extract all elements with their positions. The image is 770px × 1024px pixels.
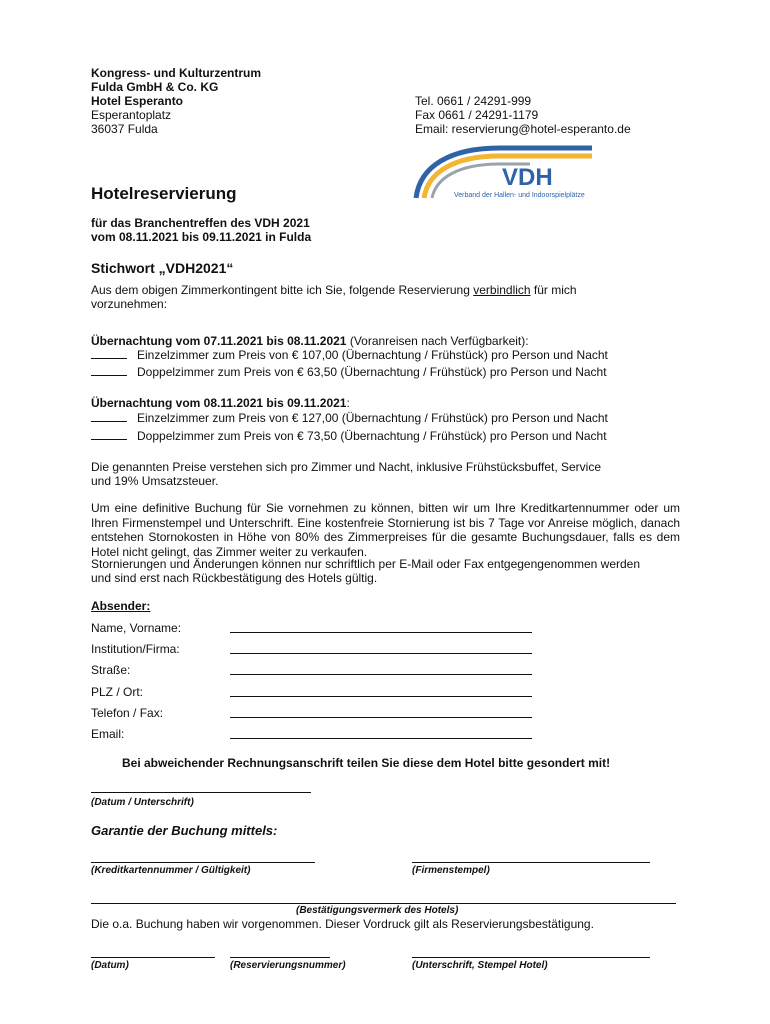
night1-double xyxy=(91,364,607,379)
field-label-email: Email: xyxy=(91,727,125,741)
confirmation-text: Die o.a. Buchung haben wir vorgenommen. Dieser Vordruck gilt als Reservierungsbestätigung. xyxy=(91,917,594,931)
night2-double-text: Doppelzimmer zum Preis von € 73,50 (Übernachtung / Frühstück) pro Person und Nacht xyxy=(137,429,607,443)
signature-line[interactable] xyxy=(91,792,311,793)
night1-single xyxy=(91,347,608,362)
hotel-signature-line[interactable] xyxy=(412,957,650,958)
page-title: Hotelreservierung xyxy=(91,184,237,203)
field-line-name[interactable] xyxy=(230,632,532,633)
night1-double-blank[interactable] xyxy=(91,364,127,376)
night1-note: (Voranreisen nach Verfügbarkeit): xyxy=(346,334,529,348)
field-line-street[interactable] xyxy=(230,674,532,675)
intro-line-1 xyxy=(91,283,577,297)
date-line[interactable] xyxy=(91,957,215,958)
hotel-signature-label: (Unterschrift, Stempel Hotel) xyxy=(412,960,548,971)
contact-tel: Tel. 0661 / 24291-999 xyxy=(415,94,532,108)
confirmation-label: (Bestätigungsvermerk des Hotels) xyxy=(296,905,459,916)
card-line[interactable] xyxy=(91,862,315,863)
night2-single xyxy=(91,410,608,425)
reservation-number-line[interactable] xyxy=(230,957,330,958)
sender-line-3: Hotel Esperanto xyxy=(91,94,184,108)
night2-single-text: Einzelzimmer zum Preis von € 127,00 (Übernachtung / Frühstück) pro Person und Nacht xyxy=(137,411,608,425)
field-line-institution[interactable] xyxy=(230,653,532,654)
night1-single-blank[interactable] xyxy=(91,347,127,359)
night2-double xyxy=(91,428,607,443)
intro-line-2: vorzunehmen: xyxy=(91,297,168,311)
sender-line-4: Esperantoplatz xyxy=(91,108,172,122)
prices-note-line-1: Die genannten Preise verstehen sich pro Zimmer und Nacht, inklusive Frühstücksbuffet, Service xyxy=(91,460,602,474)
field-label-name: Name, Vorname: xyxy=(91,621,182,635)
changes-line-2: und sind erst nach Rückbestätigung des Hotels gültig. xyxy=(91,571,378,585)
stamp-line[interactable] xyxy=(412,862,650,863)
vdh-logo xyxy=(410,140,595,200)
sender-line-2: Fulda GmbH & Co. KG xyxy=(91,80,219,94)
intro-after: für mich xyxy=(530,283,577,297)
confirmation-line[interactable] xyxy=(91,903,676,904)
billing-note: Bei abweichender Rechnungsanschrift teilen Sie diese dem Hotel bitte gesondert mit! xyxy=(122,756,611,770)
night1-heading xyxy=(91,334,529,348)
intro-before: Aus dem obigen Zimmerkontingent bitte ich Sie, folgende Reservierung xyxy=(91,283,474,297)
night1-heading-text: Übernachtung vom 07.11.2021 bis 08.11.2021 xyxy=(91,334,347,348)
absender-heading: Absender: xyxy=(91,599,151,613)
event-line-1: für das Branchentreffen des VDH 2021 xyxy=(91,216,310,230)
sender-line-5: 36037 Fulda xyxy=(91,122,158,136)
night2-double-blank[interactable] xyxy=(91,428,127,440)
field-label-zip-city: PLZ / Ort: xyxy=(91,685,144,699)
night2-single-blank[interactable] xyxy=(91,410,127,422)
night1-double-text: Doppelzimmer zum Preis von € 63,50 (Übernachtung / Frühstück) pro Person und Nacht xyxy=(137,365,607,379)
keyword-heading: Stichwort „VDH2021“ xyxy=(91,260,234,276)
night1-single-text: Einzelzimmer zum Preis von € 107,00 (Übernachtung / Frühstück) pro Person und Nacht xyxy=(137,348,608,362)
field-label-phone-fax: Telefon / Fax: xyxy=(91,706,164,720)
field-label-street: Straße: xyxy=(91,663,131,677)
night2-heading xyxy=(91,396,350,410)
sender-line-1: Kongress- und Kulturzentrum xyxy=(91,66,261,80)
logo-subtitle: Verband der Hallen- und Indoorspielplätze xyxy=(454,192,585,199)
field-line-phone-fax[interactable] xyxy=(230,717,532,718)
stamp-label: (Firmenstempel) xyxy=(412,865,490,876)
changes-line-1: Stornierungen und Änderungen können nur schriftlich per E-Mail oder Fax entgegengenommen werden xyxy=(91,557,641,571)
reservation-number-label: (Reservierungsnummer) xyxy=(230,960,346,971)
contact-fax: Fax 0661 / 24291-1179 xyxy=(415,108,539,122)
signature-label: (Datum / Unterschrift) xyxy=(91,797,194,808)
booking-paragraph: Um eine definitive Buchung für Sie vornehmen zu können, bitten wir um Ihre Kreditkartennummer oder um Ihren Firmenstempel und Unterschrift. Eine kostenfreie Stornierung ist bis 7 Tage vor Anreise möglich, danach entstehen Stornokosten in Höhe von 80% des Zimmerpreises für die gesamte Buchungsdauer, falls es dem Hotel nicht gelingt, das Zimmer weiter zu verkaufen. xyxy=(91,501,680,559)
intro-underlined: verbindlich xyxy=(473,283,531,297)
night2-heading-text: Übernachtung vom 08.11.2021 bis 09.11.2021 xyxy=(91,396,347,410)
date-label: (Datum) xyxy=(91,960,129,971)
contact-email: Email: reservierung@hotel-esperanto.de xyxy=(415,122,631,136)
field-label-institution: Institution/Firma: xyxy=(91,642,180,656)
card-label: (Kreditkartennummer / Gültigkeit) xyxy=(91,865,251,876)
night2-note: : xyxy=(346,396,350,410)
logo-text: VDH xyxy=(502,164,553,191)
event-line-2: vom 08.11.2021 bis 09.11.2021 in Fulda xyxy=(91,230,312,244)
field-line-zip-city[interactable] xyxy=(230,696,532,697)
field-line-email[interactable] xyxy=(230,738,532,739)
prices-note-line-2: und 19% Umsatzsteuer. xyxy=(91,474,219,488)
guarantee-heading: Garantie der Buchung mittels: xyxy=(91,823,278,838)
